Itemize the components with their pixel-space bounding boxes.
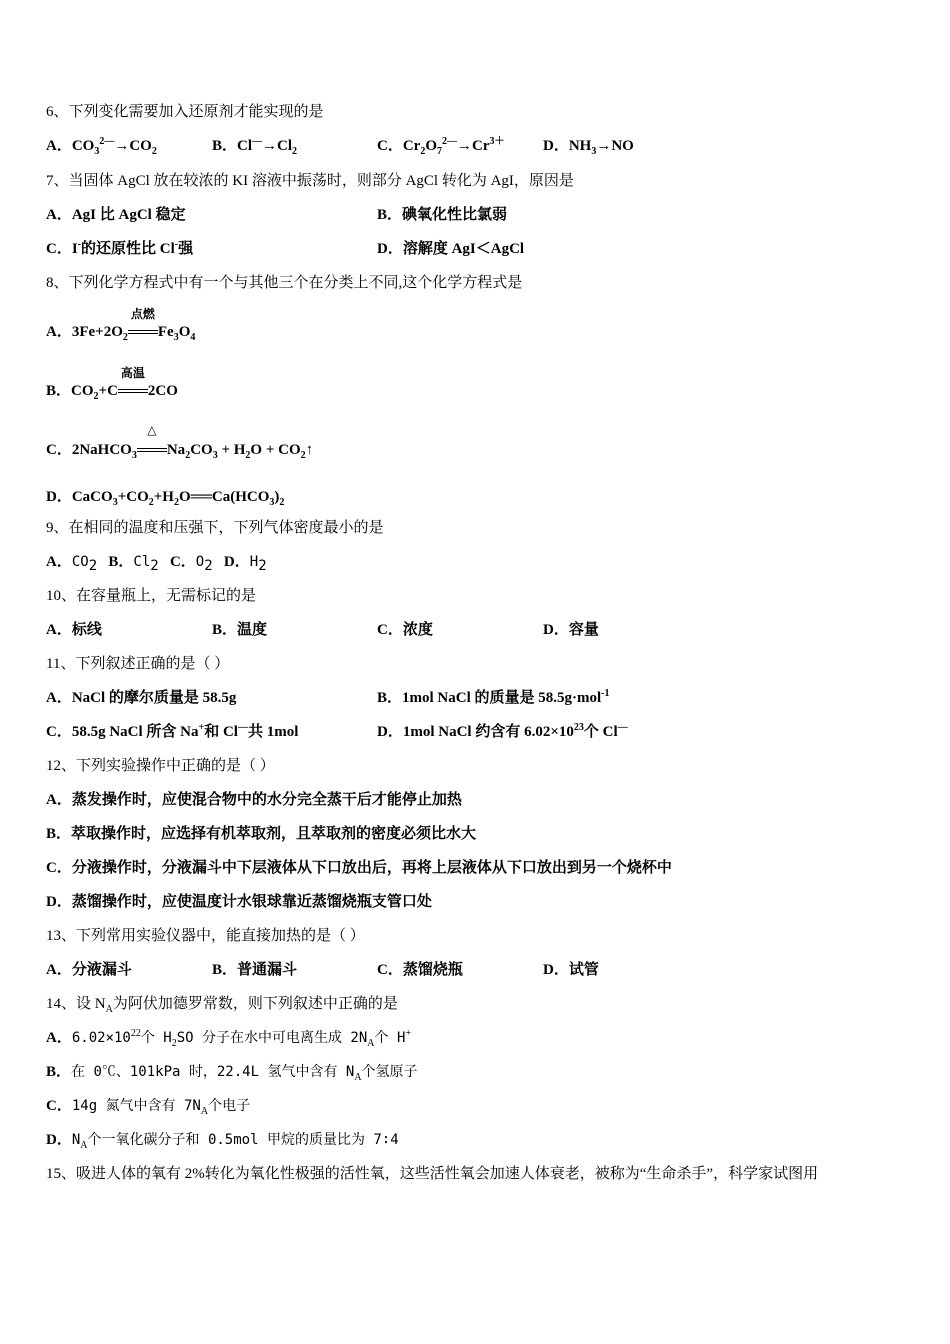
q6-option-d: D．$NH_3\to NO$ xyxy=(543,138,634,157)
q11-option-a: A．NaCl 的摩尔质量是 58.5g xyxy=(46,690,237,706)
q10-option-c: C．浓度 xyxy=(377,622,433,638)
q14-option-b: B．在 0℃、101kPa 时，22.4L 氢气中含有 $N_A$个氢原子 xyxy=(46,1064,418,1083)
q7-option-b: B．碘氧化性比氯弱 xyxy=(377,207,508,223)
q8-option-a: A．$3Fe+2O_2$ 点燃 $Fe_3O_4$ xyxy=(46,307,196,343)
q11-option-c: C．58.5g NaCl 所含 Na+和 Cl—共 1mol xyxy=(46,722,299,740)
q12-option-d: D．蒸馏操作时，应使温度计水银球靠近蒸馏烧瓶支管口处 xyxy=(46,894,432,910)
q7-option-a: A．AgI 比 AgCl 稳定 xyxy=(46,207,186,223)
q9-options: A．$CO_2$ B．$Cl_2$ C．$O_2$ D．$H_2$ xyxy=(46,554,267,574)
q10-option-a: A．标线 xyxy=(46,622,102,638)
reaction-condition: 高温 xyxy=(118,380,148,400)
q15-stem: 15、吸进人体的氧有 2%转化为氧化性极强的活性氧，这些活性氧会加速人体衰老，被称为“生命杀手”，科学家试图用 xyxy=(46,1166,819,1182)
q8-stem: 8、下列化学方程式中有一个与其他三个在分类上不同,这个化学方程式是 xyxy=(46,275,523,291)
q13-option-b: B．普通漏斗 xyxy=(212,962,298,978)
q12-option-b: B．萃取操作时，应选择有机萃取剂，且萃取剂的密度必须比水大 xyxy=(46,826,477,842)
q8-option-c: C．2NaHCO$_3$ △ $Na_2CO_3 + H_2O$ + $CO_2↑$ xyxy=(46,423,314,461)
q14-option-c: C．14g 氮气中含有 $7N_A$个电子 xyxy=(46,1098,251,1117)
q11-stem: 11、下列叙述正确的是（ ） xyxy=(46,656,230,672)
q6-option-a: A．$CO_3^{2—}\to CO_2$ xyxy=(46,136,157,157)
q8-option-d: D．$CaCO_3+CO_2+H_2O══Ca(HCO_3)_2$ xyxy=(46,489,285,508)
q8-option-b: B．$CO_2+C$ 高温 2CO xyxy=(46,366,178,402)
q11-option-d: D．1mol NaCl 约含有 $6.02\times 10^{23}$个 Cl— xyxy=(377,722,628,740)
q14-stem: 14、设 $N_A$为阿伏加德罗常数，则下列叙述中正确的是 xyxy=(46,996,398,1015)
q7-stem: 7、当固体 AgCl 放在较浓的 KI 溶液中振荡时，则部分 AgCl 转化为 AgI，原因是 xyxy=(46,173,574,189)
q13-stem: 13、下列常用实验仪器中，能直接加热的是（ ） xyxy=(46,928,365,944)
q7-option-d: D．溶解度 AgI＜AgCl xyxy=(377,241,525,257)
q10-option-d: D．容量 xyxy=(543,622,599,638)
q14-option-d: D．$N_A$个一氧化碳分子和 0.5mol 甲烷的质量比为 7∶4 xyxy=(46,1132,399,1151)
q12-option-c: C．分液操作时，分液漏斗中下层液体从下口放出后，再将上层液体从下口放出到另一个烧杯中 xyxy=(46,860,672,876)
q13-option-a: A．分液漏斗 xyxy=(46,962,132,978)
reaction-condition: △ xyxy=(137,439,167,459)
q10-stem: 10、在容量瓶上，无需标记的是 xyxy=(46,588,257,604)
reaction-condition: 点燃 xyxy=(128,321,158,341)
q12-option-a: A．蒸发操作时，应使混合物中的水分完全蒸干后才能停止加热 xyxy=(46,792,462,808)
q12-stem: 12、下列实验操作中正确的是（ ） xyxy=(46,758,275,774)
q13-option-c: C．蒸馏烧瓶 xyxy=(377,962,463,978)
q6-stem: 6、下列变化需要加入还原剂才能实现的是 xyxy=(46,104,324,120)
q10-option-b: B．温度 xyxy=(212,622,268,638)
q6-option-b: B．$Cl^—\to Cl_2$ xyxy=(212,136,298,157)
q7-option-c: C．I-的还原性比 Cl-强 xyxy=(46,239,194,257)
q14-option-a: A．$6.02\times 10^{22}$个 $H_2SO$ 分子在水中可电离生成 $2N_A$个 H+ xyxy=(46,1028,412,1049)
q9-stem: 9、在相同的温度和压强下，下列气体密度最小的是 xyxy=(46,520,384,536)
q11-option-b: B．1mol NaCl 的质量是 58.5g·mol$^{-1}$ xyxy=(377,688,610,706)
q13-option-d: D．试管 xyxy=(543,962,599,978)
q6-option-c: C．$Cr_2O_7^{2—}\to Cr^{3+}$ xyxy=(377,136,505,157)
